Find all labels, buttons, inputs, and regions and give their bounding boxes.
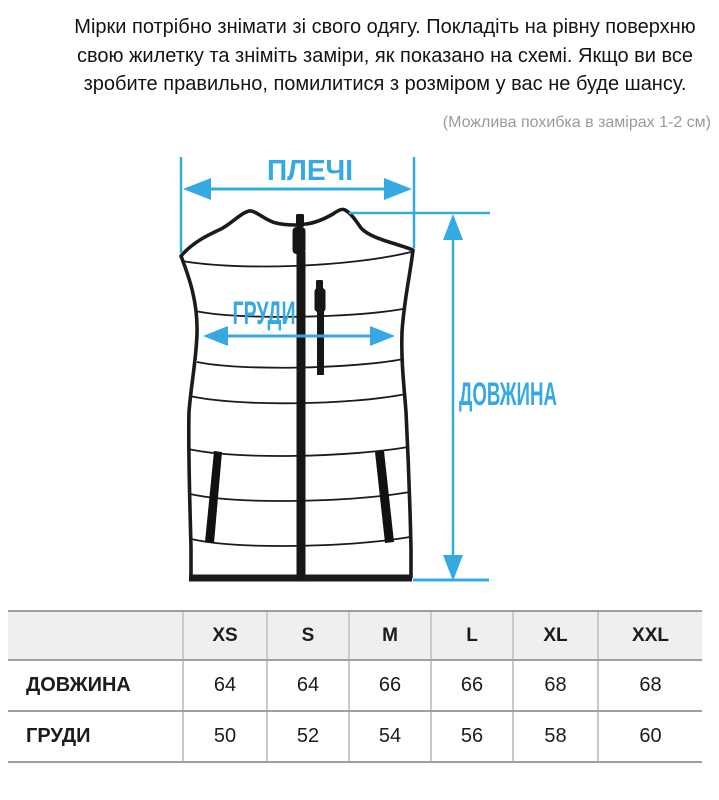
chest-pocket-zipper xyxy=(315,280,326,375)
intro-line-3: зробите правильно, помилитися з розміром у вас не буде шансу. xyxy=(83,73,687,95)
size-column-xxl: XXL xyxy=(598,611,702,660)
shoulders-label: ПЛЕЧІ xyxy=(267,155,353,187)
table-row-chest xyxy=(8,711,702,762)
size-column-m: M xyxy=(349,611,431,660)
chest-value-xl: 58 xyxy=(513,711,598,762)
size-column-xl: XL xyxy=(513,611,598,660)
size-table-header-row xyxy=(8,611,702,660)
length-label: ДОВЖИНА xyxy=(459,376,557,412)
length-value-m: 66 xyxy=(349,660,431,711)
chest-value-xs: 50 xyxy=(183,711,267,762)
main-zipper xyxy=(293,214,306,579)
chest-value-l: 56 xyxy=(431,711,513,762)
length-measurement xyxy=(349,213,557,581)
chest-value-xxl: 60 xyxy=(598,711,702,762)
row-label-chest: ГРУДИ xyxy=(8,711,183,762)
length-value-xl: 68 xyxy=(513,660,598,711)
size-table-corner-cell xyxy=(8,611,183,660)
intro-line-1: Мірки потрібно знімати зі свого одягу. Покладіть на рівну поверхню xyxy=(74,16,696,38)
tolerance-note: (Можлива похибка в замірах 1-2 см) xyxy=(442,114,711,131)
length-value-xxl: 68 xyxy=(598,660,702,711)
chest-label: ГРУДИ xyxy=(232,295,296,331)
size-column-xs: XS xyxy=(183,611,267,660)
size-column-l: L xyxy=(431,611,513,660)
intro-text xyxy=(55,13,715,99)
size-column-s: S xyxy=(267,611,349,660)
chest-value-s: 52 xyxy=(267,711,349,762)
vest-measurement-diagram xyxy=(0,150,719,598)
size-table xyxy=(8,610,702,763)
length-value-l: 66 xyxy=(431,660,513,711)
length-value-xs: 64 xyxy=(183,660,267,711)
chest-value-m: 54 xyxy=(349,711,431,762)
length-value-s: 64 xyxy=(267,660,349,711)
intro-line-2: свою жилетку та зніміть заміри, як показано на схемі. Якщо ви все xyxy=(76,44,694,67)
row-label-length: ДОВЖИНА xyxy=(8,660,183,711)
table-row-length xyxy=(8,660,702,711)
